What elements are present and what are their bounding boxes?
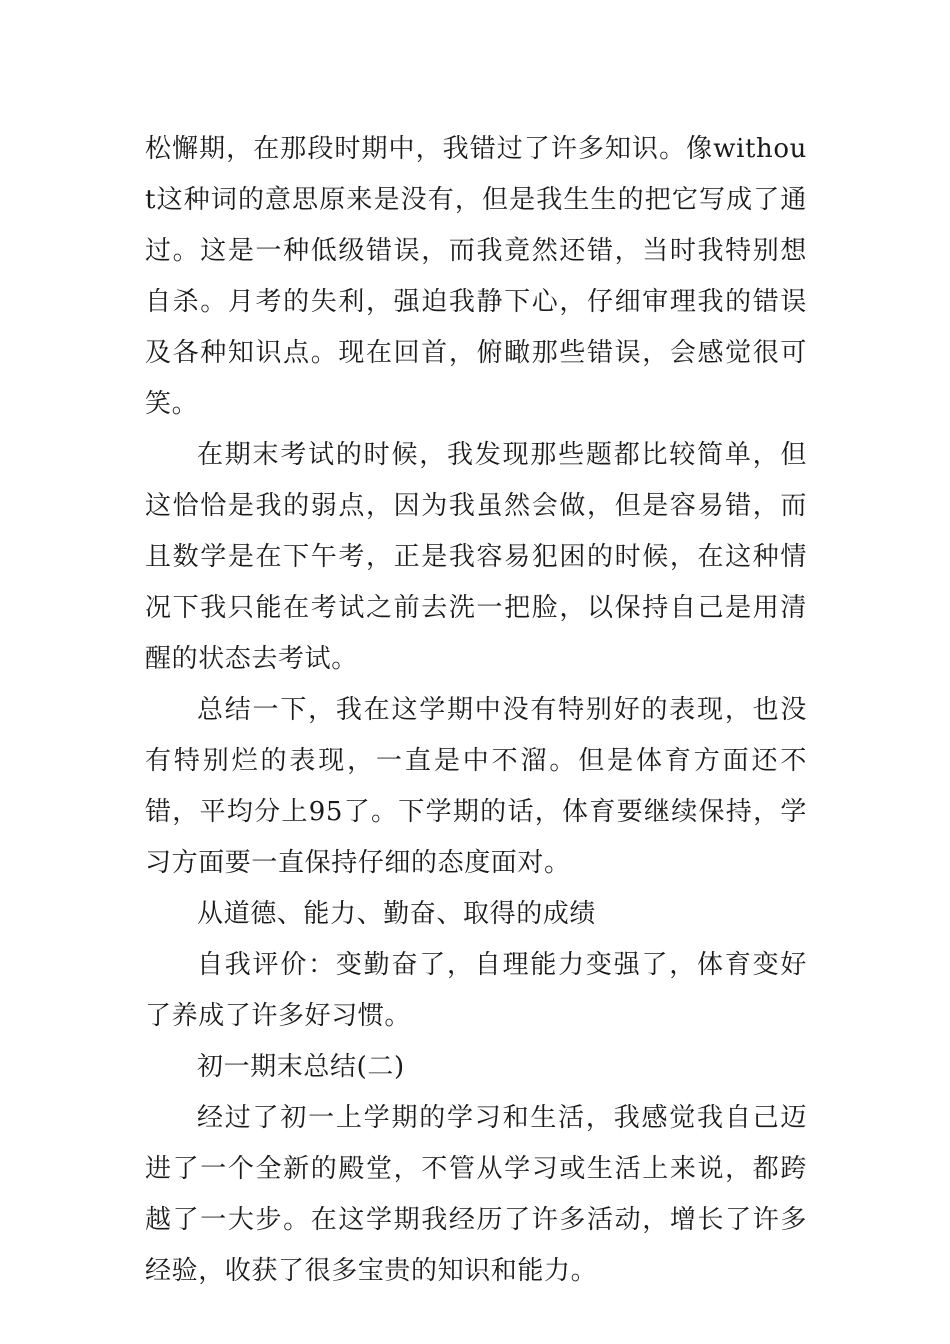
paragraph-final-exam: 在期末考试的时候，我发现那些题都比较简单，但这恰恰是我的弱点，因为我虽然会做，但是容易错，而且数学是在下午考，正是我容易犯困的时候，在这种情况下我只能在考试之前去洗一把脸，以保持自己是用清醒的状态去考试。 — [145, 440, 807, 674]
paragraph-criteria: 从道德、能力、勤奋、取得的成绩 — [197, 899, 597, 929]
document-body — [145, 124, 807, 1297]
section-heading: 初一期末总结(二) — [197, 1052, 405, 1082]
paragraph-summary: 总结一下，我在这学期中没有特别好的表现，也没有特别烂的表现，一直是中不溜。但是体育方面还不错，平均分上95了。下学期的话，体育要继续保持，学习方面要一直保持仔细的态度面对。 — [145, 695, 807, 878]
paragraph-continuation: 松懈期，在那段时期中，我错过了许多知识。像without这种词的意思原来是没有，但是我生生的把它写成了通过。这是一种低级错误，而我竟然还错，当时我特别想自杀。月考的失利，强迫我静下心，仔细审理我的错误及各种知识点。现在回首，俯瞰那些错误，会感觉很可笑。 — [145, 134, 807, 419]
paragraph-self-evaluation: 自我评价：变勤奋了，自理能力变强了，体育变好了养成了许多好习惯。 — [145, 950, 807, 1031]
paragraph-intro: 经过了初一上学期的学习和生活，我感觉我自己迈进了一个全新的殿堂，不管从学习或生活上来说，都跨越了一大步。在这学期我经历了许多活动，增长了许多经验，收获了很多宝贵的知识和能力。 — [145, 1103, 807, 1286]
